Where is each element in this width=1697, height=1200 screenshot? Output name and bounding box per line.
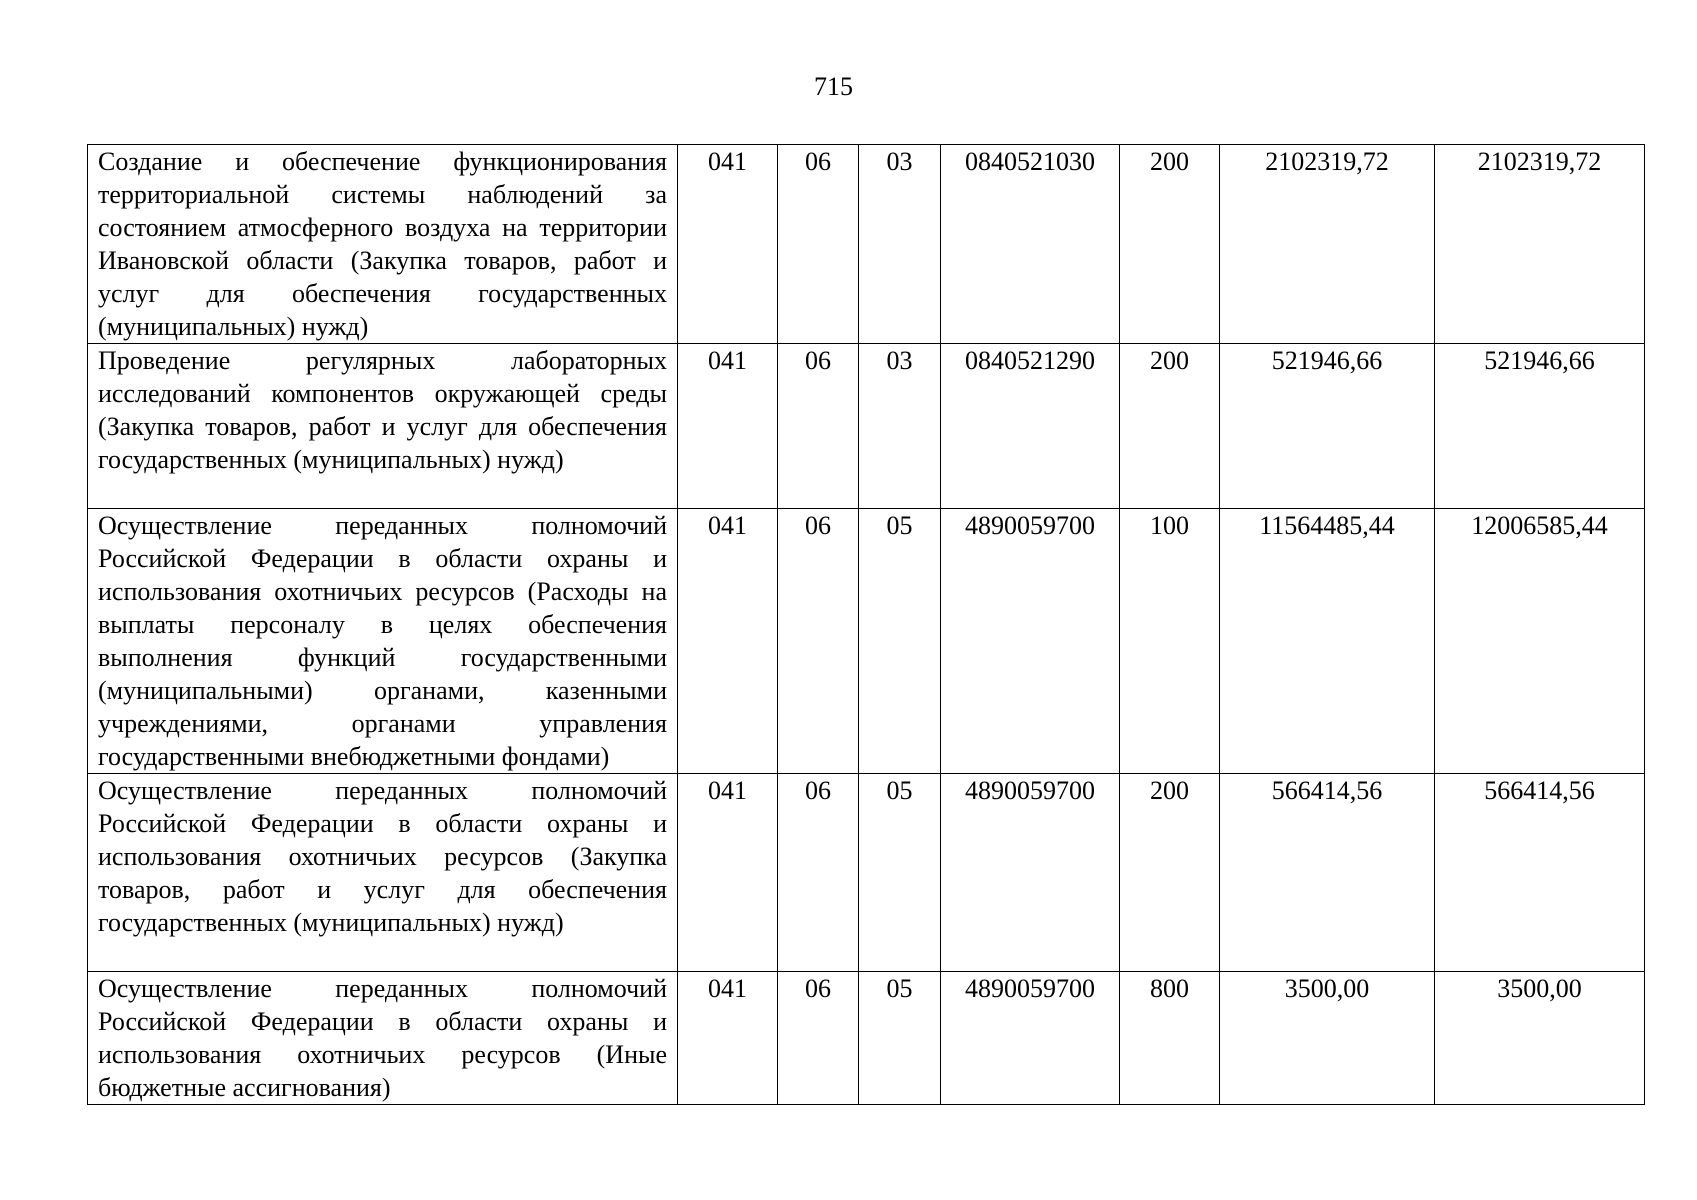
amount-second-year: 566414,56 [1435, 774, 1645, 972]
target-article-code: 4890059700 [941, 509, 1120, 774]
target-article-code: 0840521290 [941, 344, 1120, 509]
amount-first-year: 3500,00 [1220, 972, 1435, 1105]
budget-table [87, 144, 1645, 1105]
row-description: Проведение регулярных лабораторных исследований компонентов окружающей среды (Закупка товаров, работ и услуг для обеспечения государственных (муниципальных) нужд) [88, 344, 678, 509]
table-row [88, 972, 1645, 1105]
expense-type-code: 200 [1120, 344, 1220, 509]
row-description: Осуществление переданных полномочий Российской Федерации в области охраны и использования охотничьих ресурсов (Закупка товаров, работ и услуг для обеспечения государственных (муниципальных) нужд) [88, 774, 678, 972]
section-code: 06 [778, 774, 859, 972]
amount-first-year: 566414,56 [1220, 774, 1435, 972]
amount-first-year: 521946,66 [1220, 344, 1435, 509]
subsection-code: 05 [859, 509, 941, 774]
section-code: 06 [778, 344, 859, 509]
subsection-code: 03 [859, 145, 941, 344]
row-description: Осуществление переданных полномочий Российской Федерации в области охраны и использования охотничьих ресурсов (Иные бюджетные ассигнования) [88, 972, 678, 1105]
target-article-code: 4890059700 [941, 774, 1120, 972]
table-row [88, 344, 1645, 509]
expense-type-code: 800 [1120, 972, 1220, 1105]
target-article-code: 4890059700 [941, 972, 1120, 1105]
amount-second-year: 521946,66 [1435, 344, 1645, 509]
section-code: 06 [778, 145, 859, 344]
ministry-code: 041 [678, 972, 778, 1105]
target-article-code: 0840521030 [941, 145, 1120, 344]
expense-type-code: 100 [1120, 509, 1220, 774]
table-row [88, 509, 1645, 774]
section-code: 06 [778, 972, 859, 1105]
row-description: Осуществление переданных полномочий Российской Федерации в области охраны и использования охотничьих ресурсов (Расходы на выплаты персоналу в целях обеспечения выполнения функций государственными (муниципальными) органами, казенными учреждениями, органами управления государственными внебюджетными фондами) [88, 509, 678, 774]
ministry-code: 041 [678, 344, 778, 509]
amount-first-year: 2102319,72 [1220, 145, 1435, 344]
table-row [88, 145, 1645, 344]
amount-second-year: 2102319,72 [1435, 145, 1645, 344]
table-row [88, 774, 1645, 972]
ministry-code: 041 [678, 145, 778, 344]
ministry-code: 041 [678, 774, 778, 972]
section-code: 06 [778, 509, 859, 774]
subsection-code: 05 [859, 774, 941, 972]
expense-type-code: 200 [1120, 774, 1220, 972]
row-description: Создание и обеспечение функционирования территориальной системы наблюдений за состоянием атмосферного воздуха на территории Ивановской области (Закупка товаров, работ и услуг для обеспечения государственных (муниципальных) нужд) [88, 145, 678, 344]
expense-type-code: 200 [1120, 145, 1220, 344]
subsection-code: 03 [859, 344, 941, 509]
subsection-code: 05 [859, 972, 941, 1105]
ministry-code: 041 [678, 509, 778, 774]
amount-second-year: 12006585,44 [1435, 509, 1645, 774]
amount-first-year: 11564485,44 [1220, 509, 1435, 774]
page-number: 715 [814, 72, 853, 101]
amount-second-year: 3500,00 [1435, 972, 1645, 1105]
